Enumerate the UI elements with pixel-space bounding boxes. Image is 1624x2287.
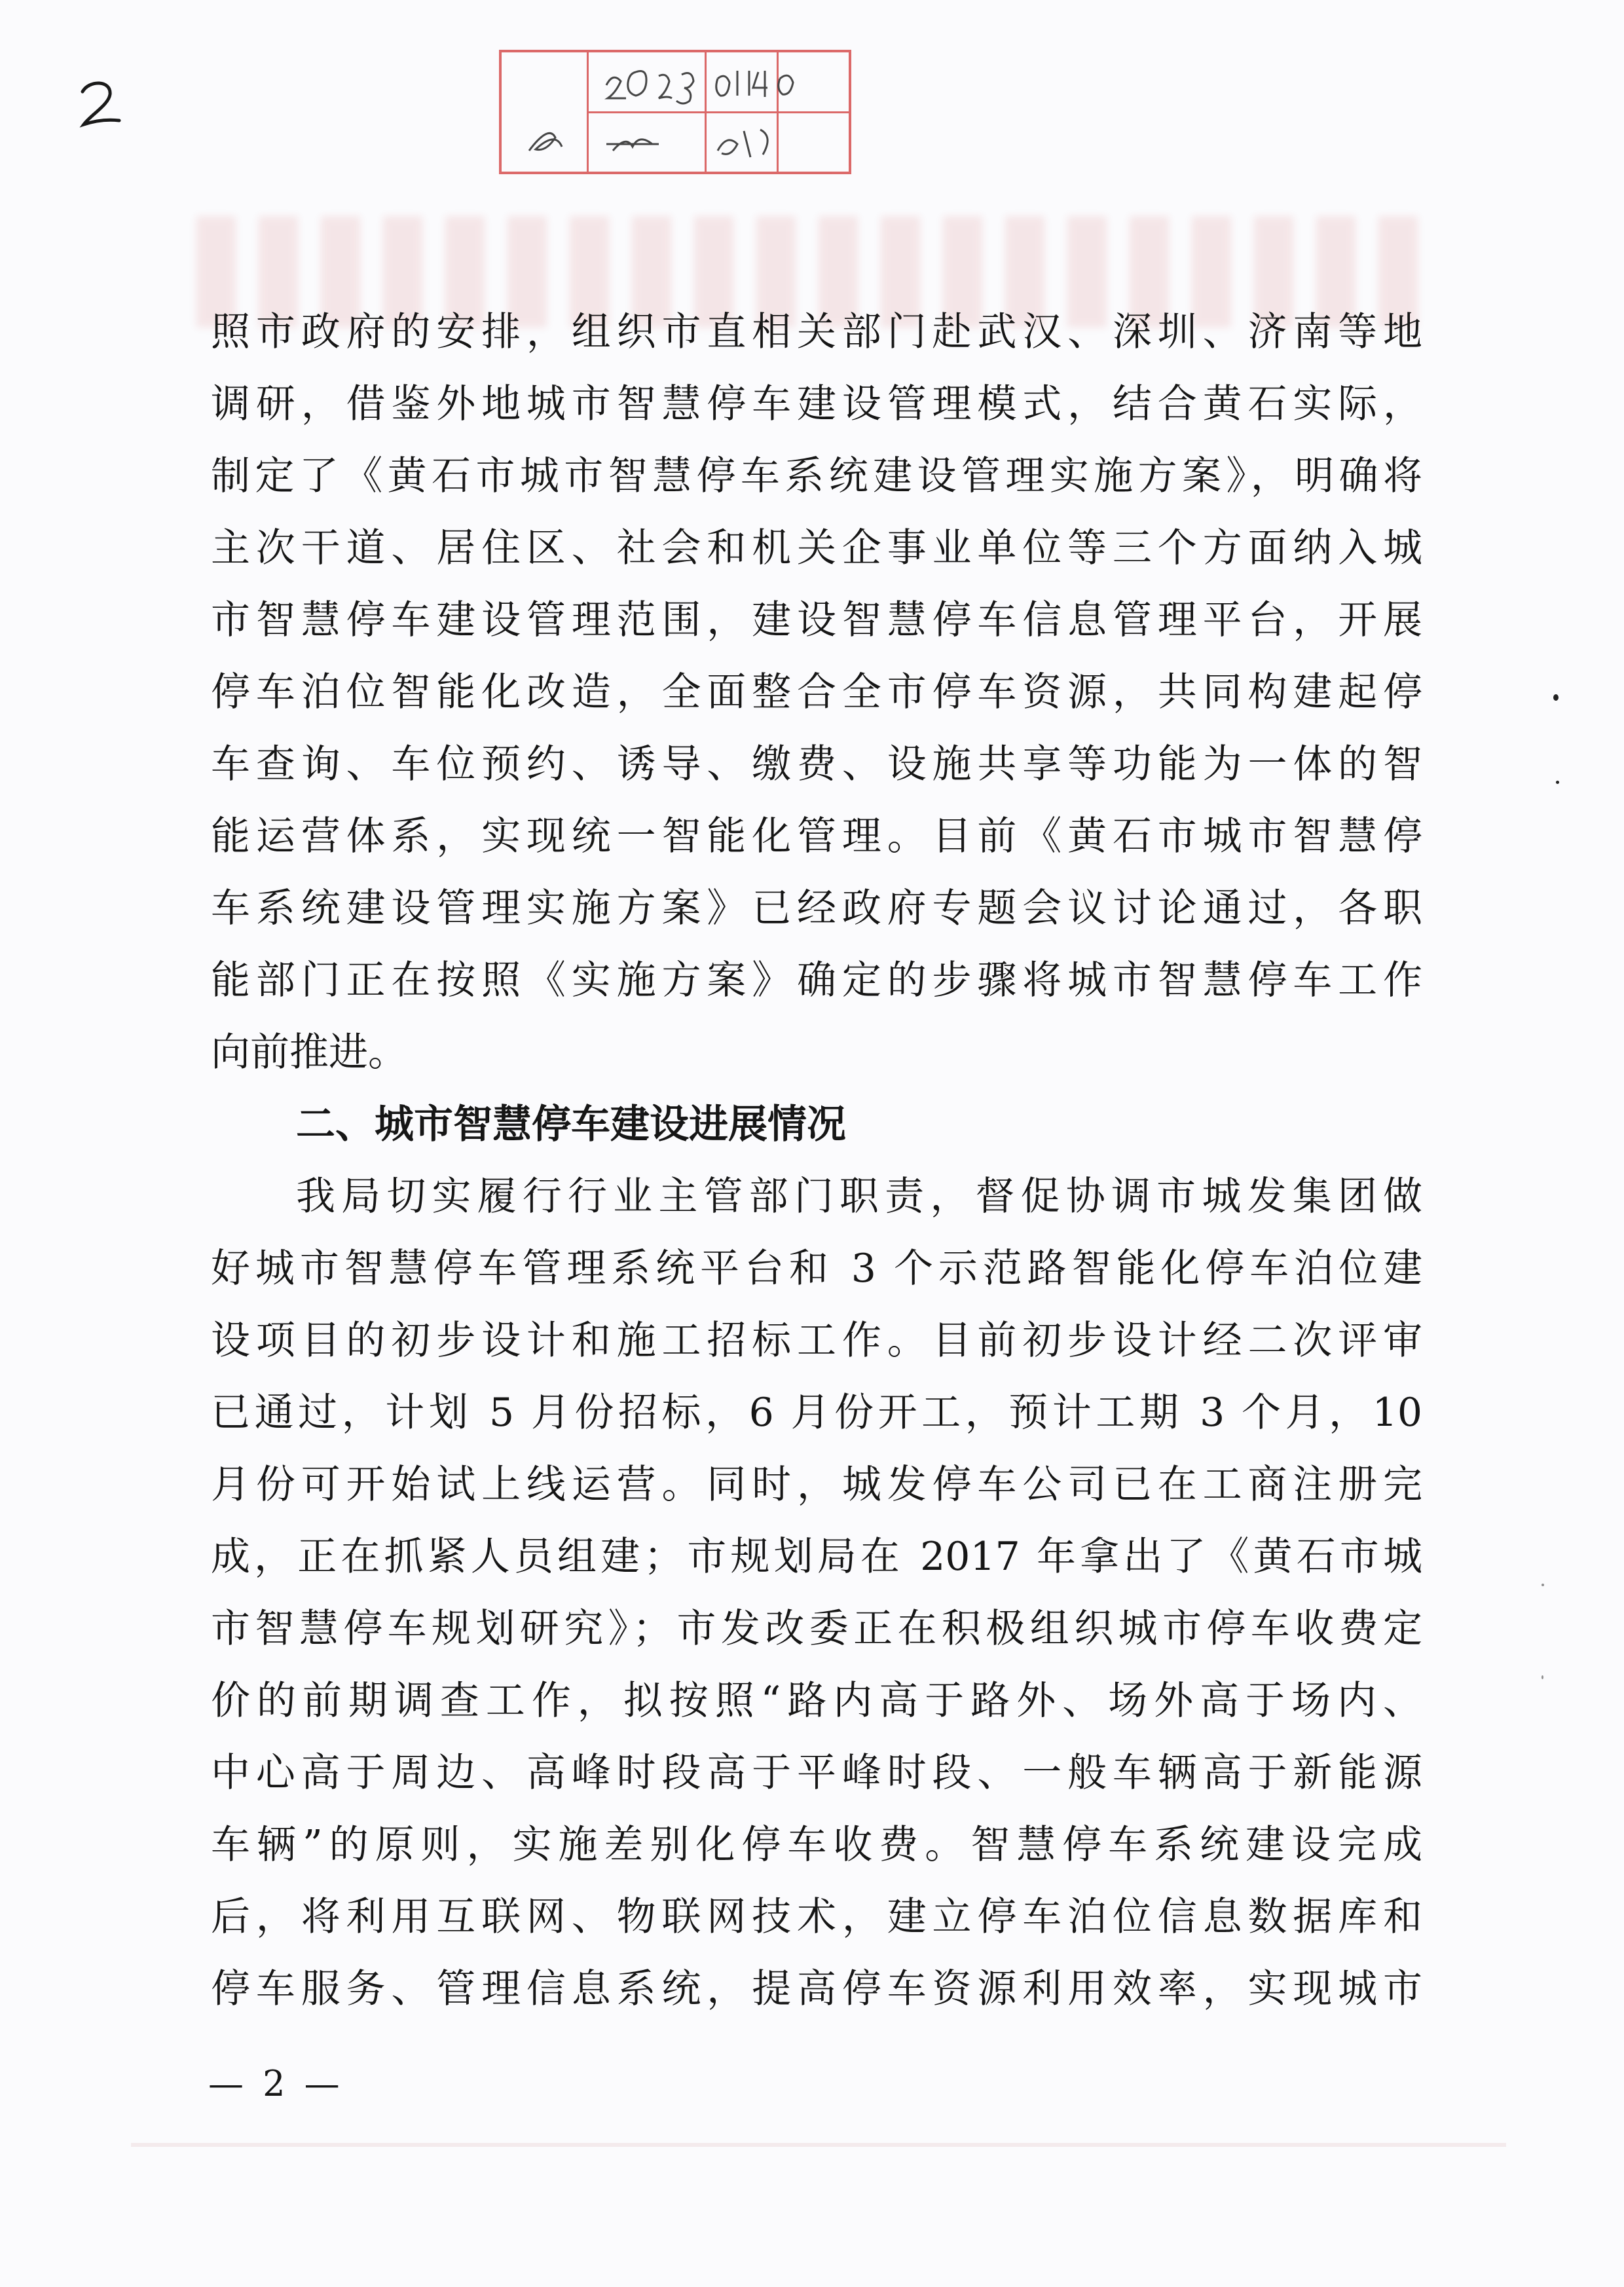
text-line: 停车泊位智能化改造，全面整合全市停车资源，共同构建起停 [211, 669, 1422, 715]
text-line: 制定了《黄石市城市智慧停车系统建设管理实施方案》，明确将 [211, 453, 1422, 499]
text-line: 向前推进。 [211, 1030, 407, 1075]
bleed-through-line [131, 2143, 1506, 2147]
text-line: 中心高于周边、高峰时段高于平峰时段、一般车辆高于新能源 [211, 1750, 1422, 1796]
text-line: 设项目的初步设计和施工招标工作。目前初步设计经二次评审 [211, 1318, 1422, 1364]
page-number: — 2 — [208, 2063, 344, 2104]
section-heading: 二、城市智慧停车建设进展情况 [296, 1102, 846, 1147]
text-line: 调研，借鉴外地城市智慧停车建设管理模式，结合黄石实际， [211, 381, 1422, 427]
text-line: 好城市智慧停车管理系统平台和 3 个示范路智能化停车泊位建 [211, 1246, 1422, 1292]
text-line: 照市政府的安排，组织市直相关部门赴武汉、深圳、济南等地 [211, 309, 1422, 355]
text-line: 车查询、车位预约、诱导、缴费、设施共享等功能为一体的智 [211, 741, 1422, 787]
text-line: 我局切实履行行业主管部门职责，督促协调市城发集团做 [296, 1174, 1422, 1219]
text-line: 后，将利用互联网、物联网技术，建立停车泊位信息数据库和 [211, 1894, 1422, 1940]
text-line: 能运营体系，实现统一智能化管理。目前《黄石市城市智慧停 [211, 813, 1422, 859]
text-line: 成，正在抓紧人员组建；市规划局在 2017 年拿出了《黄石市城 [211, 1534, 1422, 1580]
text-line: 能部门正在按照《实施方案》确定的步骤将城市智慧停车工作 [211, 958, 1422, 1003]
text-line: 已通过，计划 5 月份招标，6 月份开工，预计工期 3 个月，10 [211, 1390, 1422, 1436]
text-line: 车系统建设管理实施方案》已经政府专题会议讨论通过，各职 [211, 885, 1422, 931]
paragraph-1 [211, 296, 1422, 1088]
text-line: 车辆”的原则，实施差别化停车收费。智慧停车系统建设完成 [211, 1822, 1422, 1868]
text-line: 市智慧停车建设管理范围，建设智慧停车信息管理平台，开展 [211, 597, 1422, 643]
text-line: 市智慧停车规划研究》；市发改委正在积极组织城市停车收费定 [211, 1606, 1422, 1652]
receipt-stamp [499, 50, 851, 174]
document-body [211, 296, 1422, 2025]
handwritten-page-mark [77, 77, 123, 130]
paragraph-2 [211, 1161, 1422, 2025]
text-line: 价的前期调查工作，拟按照“路内高于路外、场外高于场内、 [211, 1678, 1422, 1724]
text-line: 主次干道、居住区、社会和机关企事业单位等三个方面纳入城 [211, 525, 1422, 571]
stamp-handwriting [502, 52, 849, 172]
text-line: 停车服务、管理信息系统，提高停车资源利用效率，实现城市 [211, 1966, 1422, 2012]
text-line: 月份可开始试上线运营。同时，城发停车公司已在工商注册完 [211, 1462, 1422, 1508]
